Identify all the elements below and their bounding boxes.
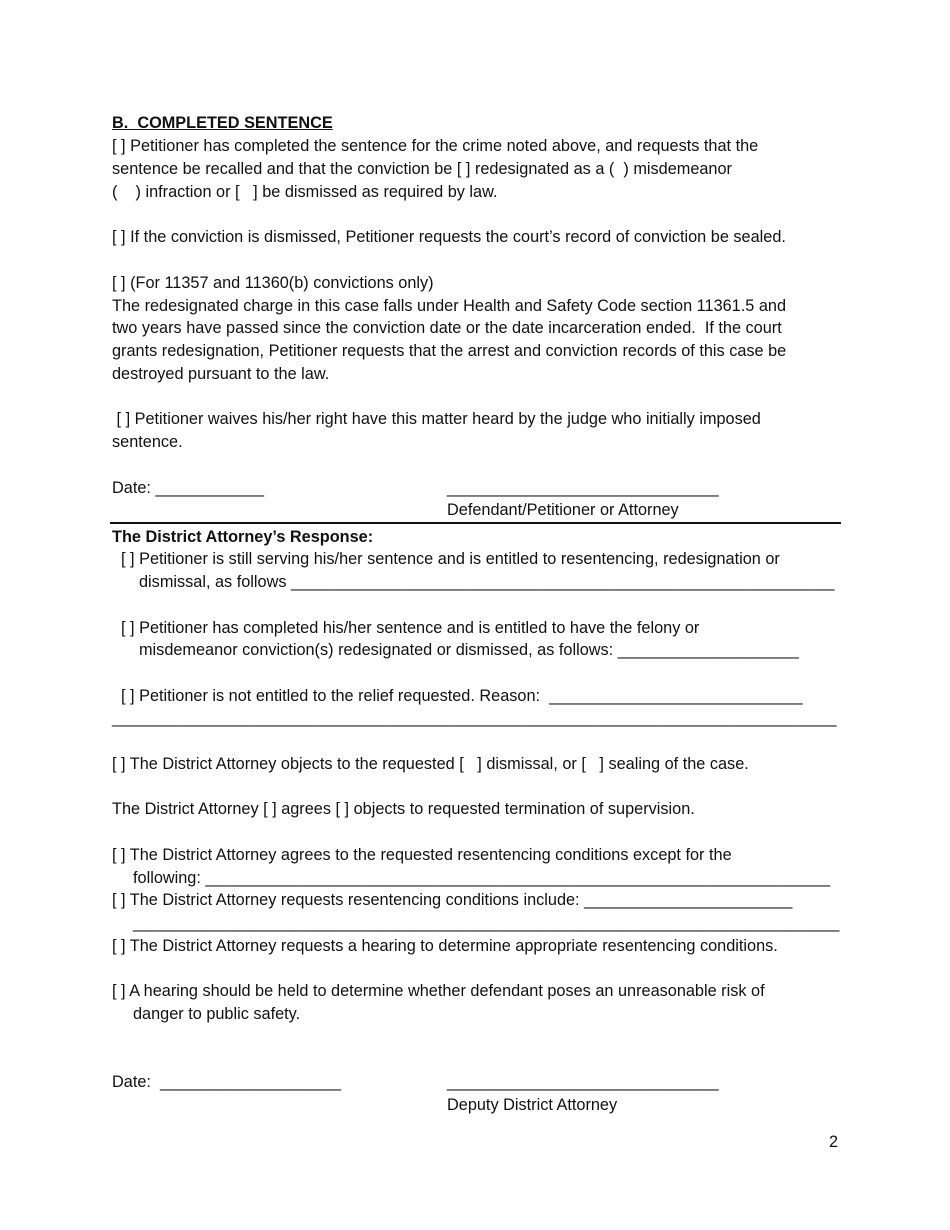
petitioner-signature-label: Defendant/Petitioner or Attorney xyxy=(447,501,679,519)
petitioner-date-field[interactable]: Date: ____________ xyxy=(112,479,265,497)
requests-hearing-checkbox-line: [ ] The District Attorney requests a hearing to determine appropriate resentencing conditions. xyxy=(112,937,778,955)
still-serving-checkbox-line-1: [ ] Petitioner is still serving his/her sentence and is entitled to resentencing, redesignation or xyxy=(121,550,780,568)
completed-sentence-paragraph-line-1: [ ] Petitioner has completed the sentence for the crime noted above, and requests that the xyxy=(112,137,759,155)
da-signature-label: Deputy District Attorney xyxy=(447,1096,618,1114)
hsc-paragraph-line-3: grants redesignation, Petitioner requests that the arrest and conviction records of this case be xyxy=(112,342,787,360)
section-divider xyxy=(110,522,841,524)
hsc-paragraph-line-1: The redesignated charge in this case falls under Health and Safety Code section 11361.5 and xyxy=(112,297,787,315)
completed-sentence-checkbox-line-1: [ ] Petitioner has completed his/her sentence and is entitled to have the felony or xyxy=(121,619,700,637)
da-signature-field[interactable]: ______________________________ xyxy=(447,1073,719,1091)
da-response-heading: The District Attorney’s Response: xyxy=(112,528,374,546)
requests-conditions-checkbox-line-1[interactable]: [ ] The District Attorney requests resentencing conditions include: _______________________ xyxy=(112,891,793,909)
hsc-paragraph-line-4: destroyed pursuant to the law. xyxy=(112,365,330,383)
not-entitled-checkbox-line[interactable]: [ ] Petitioner is not entitled to the relief requested. Reason: ____________________________ xyxy=(121,687,803,705)
hsc-paragraph-line-2: two years have passed since the conviction date or the date incarceration ended. If the court xyxy=(112,319,782,337)
waiver-checkbox-line-1: [ ] Petitioner waives his/her right have this matter heard by the judge who initially imposed xyxy=(112,410,761,428)
requests-conditions-checkbox-line-2[interactable]: ______________________________________________________________________________ xyxy=(133,914,840,932)
not-entitled-reason-blank[interactable]: ________________________________________________________________________________ xyxy=(112,709,837,727)
da-objects-dismissal-sealing-line: [ ] The District Attorney objects to the requested [ ] dismissal, or [ ] sealing of the case. xyxy=(112,755,749,773)
agrees-conditions-checkbox-line-2[interactable]: following: _____________________________________________________________________ xyxy=(133,869,831,887)
da-date-field[interactable]: Date: ____________________ xyxy=(112,1073,342,1091)
completed-sentence-paragraph-line-2: sentence be recalled and that the conviction be [ ] redesignated as a ( ) misdemeanor xyxy=(112,160,732,178)
sealing-request-checkbox-line: [ ] If the conviction is dismissed, Petitioner requests the court’s record of conviction be sealed. xyxy=(112,228,786,246)
petitioner-signature-field[interactable]: ______________________________ xyxy=(447,479,719,497)
waiver-checkbox-line-2: sentence. xyxy=(112,433,183,451)
termination-of-supervision-line: The District Attorney [ ] agrees [ ] objects to requested termination of supervision. xyxy=(112,800,695,818)
section-b-heading: B. COMPLETED SENTENCE xyxy=(112,114,333,132)
completed-sentence-checkbox-line-2[interactable]: misdemeanor conviction(s) redesignated or dismissed, as follows: ____________________ xyxy=(139,641,799,659)
public-safety-hearing-checkbox-line-1: [ ] A hearing should be held to determine whether defendant poses an unreasonable risk of xyxy=(112,982,765,1000)
hsc-checkbox-line: [ ] (For 11357 and 11360(b) convictions only) xyxy=(112,274,434,292)
page-number: 2 xyxy=(829,1133,839,1151)
completed-sentence-paragraph-line-3: ( ) infraction or [ ] be dismissed as required by law. xyxy=(112,183,498,201)
public-safety-hearing-checkbox-line-2: danger to public safety. xyxy=(133,1005,301,1023)
still-serving-checkbox-line-2[interactable]: dismissal, as follows ____________________________________________________________ xyxy=(139,573,835,591)
agrees-conditions-checkbox-line-1: [ ] The District Attorney agrees to the requested resentencing conditions except for the xyxy=(112,846,732,864)
